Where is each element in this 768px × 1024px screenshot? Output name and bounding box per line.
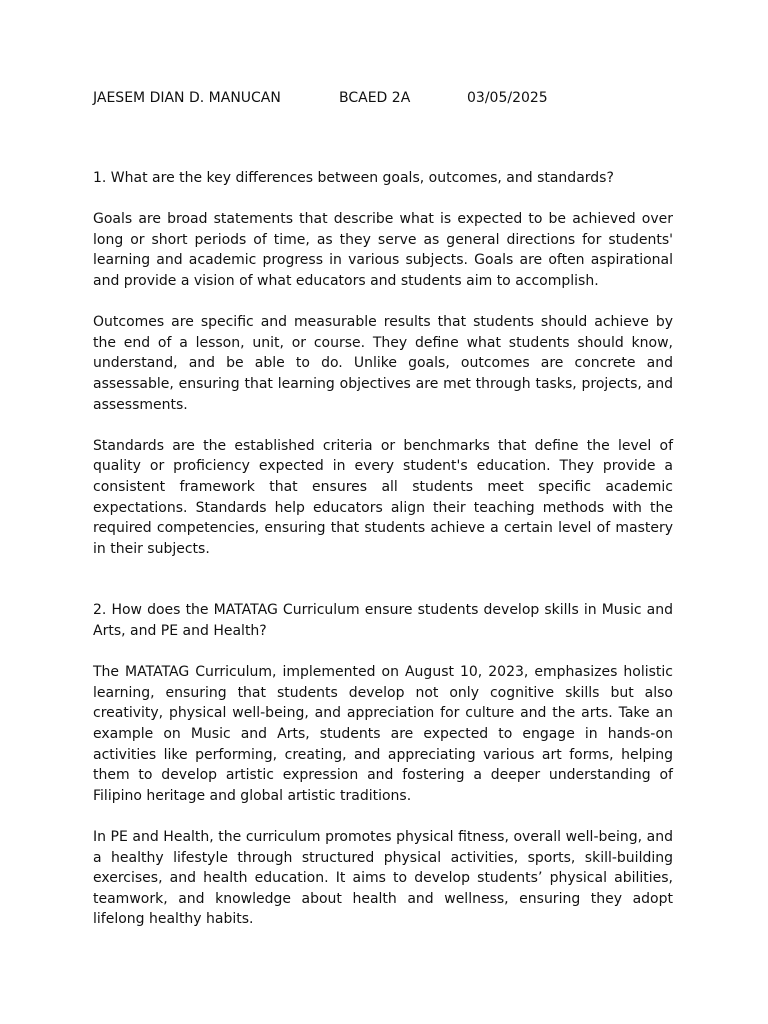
answer-1-standards-paragraph: Standards are the established criteria or benchmarks that define the level of quality or proficiency expected in every student's education. They provide a consistent framework that ensures all students meet specific academic expectations. Standards help educators align their teaching methods with the required competencies, ensuring that students achieve a certain level of mastery in their subjects. (93, 437, 673, 557)
question-2: 2. How does the MATATAG Curriculum ensure students develop skills in Music and Arts, and PE and Health? (93, 602, 673, 640)
student-name: JAESEM DIAN D. MANUCAN (93, 90, 281, 106)
document-body (93, 168, 673, 951)
answer-1-goals-paragraph: Goals are broad statements that describe what is expected to be achieved over long or short periods of time, as they serve as general directions for students' learning and academic progress in various subjects. Goals are often aspirational and provide a vision of what educators and students aim to accomplish. (93, 211, 673, 289)
course-section: BCAED 2A (339, 90, 411, 106)
answer-1-outcomes-paragraph: Outcomes are specific and measurable results that students should achieve by the end of a lesson, unit, or course. They define what students should know, understand, and be able to do. Unlike goals, outcomes are concrete and assessable, ensuring that learning objectives are met through tasks, projects, and assessments. (93, 314, 673, 413)
answer-2-pe-health-paragraph: In PE and Health, the curriculum promotes physical fitness, overall well-being, and a healthy lifestyle through structured physical activities, sports, skill-building exercises, and health education. It aims to develop students’ physical abilities, teamwork, and knowledge about health and wellness, ensuring they adopt lifelong healthy habits. (93, 829, 673, 928)
question-1: 1. What are the key differences between goals, outcomes, and standards? (93, 170, 614, 186)
submission-date: 03/05/2025 (467, 90, 548, 106)
answer-2-music-arts-paragraph: The MATATAG Curriculum, implemented on August 10, 2023, emphasizes holistic learning, ensuring that students develop not only cognitive skills but also creativity, physical well-being, and appreciation for culture and the arts. Take an example on Music and Arts, students are expected to engage in hands-on activities like performing, creating, and appreciating various art forms, helping them to develop artistic expression and fostering a deeper understanding of Filipino heritage and global artistic traditions. (93, 664, 673, 804)
